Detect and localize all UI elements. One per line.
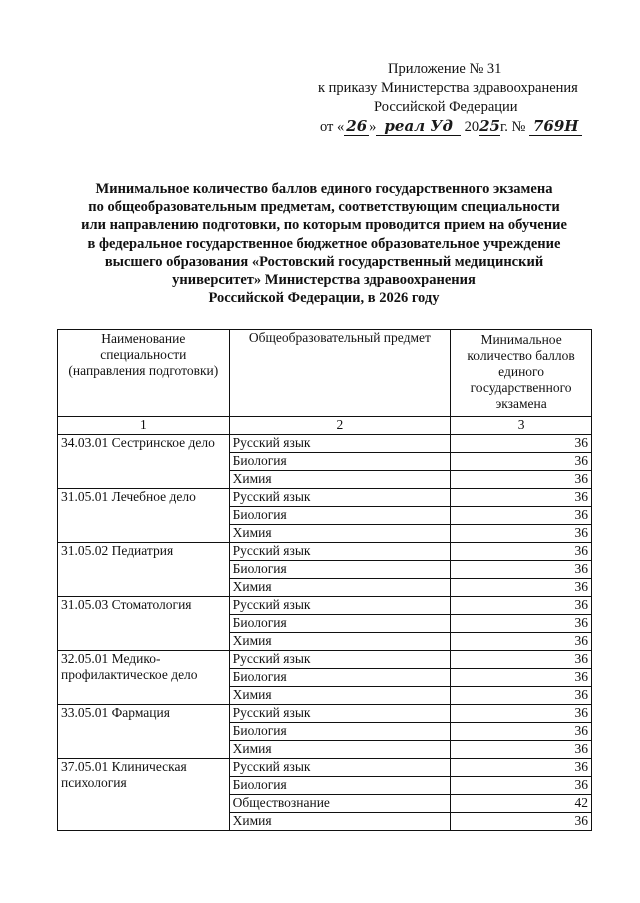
min-score-cell: 36 <box>451 723 592 741</box>
column-number: 2 <box>229 417 451 435</box>
specialty-cell: 31.05.02 Педиатрия <box>58 543 230 597</box>
subject-cell: Химия <box>229 579 451 597</box>
min-score-cell: 36 <box>451 525 592 543</box>
table-row <box>58 705 592 723</box>
min-score-cell: 36 <box>451 453 592 471</box>
header-specialty: Наименование специальности (направления подготовки) <box>58 330 230 417</box>
subject-cell: Русский язык <box>229 435 451 453</box>
column-number-row <box>58 417 592 435</box>
min-score-cell: 36 <box>451 633 592 651</box>
min-score-cell: 36 <box>451 597 592 615</box>
min-score-cell: 36 <box>451 543 592 561</box>
document-title <box>60 180 588 307</box>
column-number: 3 <box>451 417 592 435</box>
min-score-cell: 36 <box>451 705 592 723</box>
min-score-cell: 36 <box>451 687 592 705</box>
min-score-cell: 36 <box>451 777 592 795</box>
specialty-cell: 33.05.01 Фармация <box>58 705 230 759</box>
min-score-cell: 36 <box>451 741 592 759</box>
min-score-cell: 36 <box>451 489 592 507</box>
subject-cell: Химия <box>229 687 451 705</box>
min-score-cell: 36 <box>451 561 592 579</box>
subject-cell: Русский язык <box>229 543 451 561</box>
table-row <box>58 435 592 453</box>
table-row <box>58 597 592 615</box>
handwritten-month: реал Уд <box>376 117 461 136</box>
subject-cell: Химия <box>229 741 451 759</box>
date-suffix: г. № <box>499 119 526 135</box>
year-prefix: 20 <box>464 119 480 135</box>
table-row <box>58 543 592 561</box>
subject-cell: Биология <box>229 615 451 633</box>
date-prefix: от « <box>320 119 345 135</box>
scores-table <box>57 329 592 831</box>
title-line: по общеобразовательным предметам, соответствующим специальности <box>88 199 560 216</box>
subject-cell: Биология <box>229 669 451 687</box>
handwritten-year: 25 <box>479 117 500 135</box>
specialty-cell: 34.03.01 Сестринское дело <box>58 435 230 489</box>
min-score-cell: 36 <box>451 669 592 687</box>
min-score-cell: 36 <box>451 651 592 669</box>
subject-cell: Обществознание <box>229 795 451 813</box>
min-score-cell: 36 <box>451 759 592 777</box>
subject-cell: Русский язык <box>229 597 451 615</box>
subject-cell: Русский язык <box>229 651 451 669</box>
min-score-cell: 36 <box>451 435 592 453</box>
min-score-cell: 36 <box>451 471 592 489</box>
min-score-cell: 36 <box>451 507 592 525</box>
title-line: или направлению подготовки, по которым проводится прием на обучение <box>81 217 567 234</box>
title-line: высшего образования «Ростовский государственный медицинский <box>104 253 544 270</box>
subject-cell: Химия <box>229 471 451 489</box>
min-score-cell: 42 <box>451 795 592 813</box>
table-row <box>58 759 592 777</box>
subject-cell: Биология <box>229 507 451 525</box>
title-line: в федеральное государственное бюджетное образовательное учреждение <box>87 235 561 252</box>
handwritten-day: 26 <box>346 117 368 135</box>
min-score-cell: 36 <box>451 813 592 831</box>
subject-cell: Биология <box>229 453 451 471</box>
subject-cell: Русский язык <box>229 489 451 507</box>
handwritten-order-number: 769Н <box>529 117 582 136</box>
appendix-order-ref: к приказу Министерства здравоохранения <box>318 80 578 96</box>
specialty-cell: 31.05.01 Лечебное дело <box>58 489 230 543</box>
table-row <box>58 489 592 507</box>
table-header-row <box>58 330 592 417</box>
min-score-cell: 36 <box>451 615 592 633</box>
header-subject: Общеобразовательный предмет <box>229 330 451 417</box>
appendix-block <box>300 60 600 137</box>
appendix-country: Российской Федерации <box>374 99 518 115</box>
specialty-cell: 37.05.01 Клиническая психология <box>58 759 230 831</box>
subject-cell: Химия <box>229 633 451 651</box>
title-line: Российской Федерации, в 2026 году <box>208 290 440 307</box>
subject-cell: Русский язык <box>229 705 451 723</box>
header-min-score: Минимальное количество баллов единого государственного экзамена <box>451 330 592 417</box>
table-row <box>58 651 592 669</box>
title-line: Минимальное количество баллов единого государственного экзамена <box>95 181 553 197</box>
subject-cell: Биология <box>229 561 451 579</box>
subject-cell: Русский язык <box>229 759 451 777</box>
column-number: 1 <box>58 417 230 435</box>
appendix-date-line <box>300 117 600 137</box>
subject-cell: Биология <box>229 723 451 741</box>
specialty-cell: 32.05.01 Медико-профилактическое дело <box>58 651 230 705</box>
subject-cell: Химия <box>229 525 451 543</box>
subject-cell: Биология <box>229 777 451 795</box>
subject-cell: Химия <box>229 813 451 831</box>
appendix-number: Приложение № 31 <box>388 61 502 77</box>
date-mid: » <box>369 119 377 135</box>
title-line: университет» Министерства здравоохранения <box>172 272 476 289</box>
min-score-cell: 36 <box>451 579 592 597</box>
specialty-cell: 31.05.03 Стоматология <box>58 597 230 651</box>
